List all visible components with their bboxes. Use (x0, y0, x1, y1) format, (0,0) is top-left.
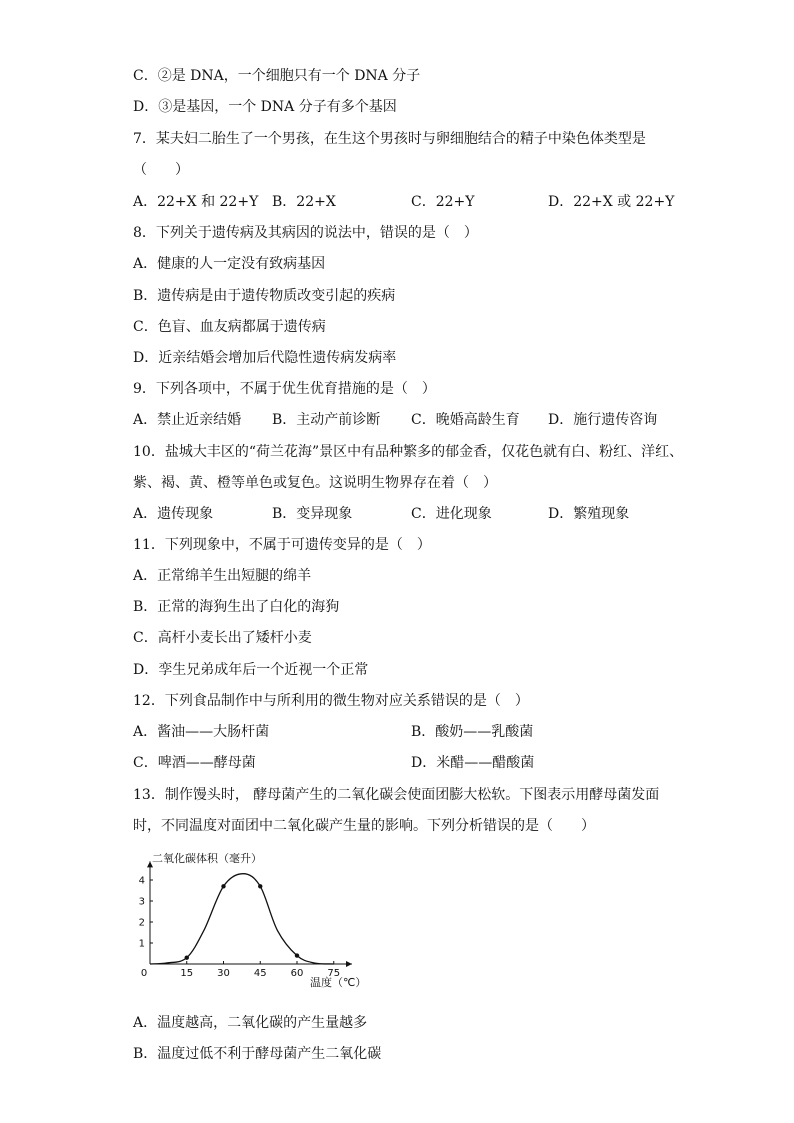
q10-stem: 10．盐城大丰区的“荷兰花海”景区中有品种繁多的郁金香，仅花色就有白、粉红、洋红、 (133, 444, 684, 460)
q13-stem: 13．制作馒头时， 酵母菌产生的二氧化碳会使面团膨大松软。下图表示用酵母菌发面 (133, 787, 660, 803)
q7-option-a: A．22+X 和 22+Y (133, 194, 259, 210)
chart-line-series (150, 874, 334, 964)
y-tick-label: 1 (138, 938, 145, 950)
q12-option-d: D．米醋——醋酸菌 (411, 755, 535, 771)
y-tick-label: 4 (138, 875, 145, 887)
q9-stem: 9．下列各项中，不属于优生优育措施的是（ ） (133, 381, 436, 397)
q11-stem: 11．下列现象中，不属于可遗传变异的是（ ） (133, 537, 431, 553)
q8-option-c: C．色盲、血友病都属于遗传病 (133, 319, 326, 335)
q10-option-c: C．进化现象 (411, 506, 492, 522)
q12-option-c: C．啤酒——酵母菌 (133, 755, 256, 771)
q9-option-d: D．施行遗传咨询 (548, 412, 658, 428)
x-tick-label: 60 (290, 968, 304, 979)
q12-stem: 12．下列食品制作中与所利用的微生物对应关系错误的是（ ） (133, 693, 529, 709)
chart-data-point (221, 884, 225, 888)
q8-option-a: A．健康的人一定没有致病基因 (133, 256, 326, 272)
q9-option-a: A．禁止近亲结婚 (133, 412, 242, 428)
chart-axes (147, 861, 352, 967)
x-tick-label: 75 (327, 968, 341, 979)
q8-stem: 8．下列关于遗传病及其病因的说法中，错误的是（ ） (133, 225, 478, 241)
q10-option-a: A．遗传现象 (133, 506, 214, 522)
chart-data-point (185, 956, 189, 960)
x-axis-arrow (346, 961, 352, 967)
q11-option-d: D．孪生兄弟成年后一个近视一个正常 (133, 662, 369, 678)
q10-option-b: B．变异现象 (272, 506, 353, 522)
q11-option-b: B．正常的海狗生出了白化的海狗 (133, 599, 340, 615)
q13-option-b: B．温度过低不利于酵母菌产生二氧化碳 (133, 1046, 382, 1062)
chart-y-axis-label: 二氧化碳体积（毫升） (152, 852, 262, 865)
chart-data-point (295, 953, 299, 957)
q10-stem-2: 紫、褐、黄、橙等单色或复色。这说明生物界存在着（ ） (133, 475, 497, 491)
x-tick-label: 30 (217, 968, 230, 979)
y-tick-label: 3 (138, 896, 145, 908)
q11-option-a: A．正常绵羊生出短腿的绵羊 (133, 568, 312, 584)
q10-option-d: D．繁殖现象 (548, 506, 630, 522)
q13-stem-2: 时，不同温度对面团中二氧化碳产生量的影响。下列分析错误的是（ ） (133, 818, 595, 834)
chart-points (185, 884, 300, 960)
q9-option-c: C．晚婚高龄生育 (411, 412, 520, 428)
chart-ticks (139, 876, 340, 980)
q7-option-d: D．22+X 或 22+Y (548, 194, 675, 210)
q6-option-c: C．②是 DNA，一个细胞只有一个 DNA 分子 (133, 68, 421, 84)
q12-option-a: A．酱油——大肠杆菌 (133, 724, 270, 740)
x-tick-label: 45 (253, 968, 267, 979)
q6-option-d: D．③是基因，一个 DNA 分子有多个基因 (133, 99, 397, 115)
q7-option-b: B．22+X (272, 194, 336, 210)
y-tick-label: 2 (138, 917, 145, 929)
chart-data-point (258, 884, 262, 888)
x-tick-label: 0 (140, 968, 148, 979)
q12-option-b: B．酸奶——乳酸菌 (411, 724, 534, 740)
co2-temperature-chart (130, 848, 370, 998)
x-tick-label: 15 (180, 968, 194, 979)
chart-x-axis-label: 温度（℃） (310, 976, 367, 989)
q9-option-b: B．主动产前诊断 (272, 412, 381, 428)
q7-stem: 7．某夫妇二胎生了一个男孩，在生这个男孩时与卵细胞结合的精子中染色体类型是 (133, 131, 646, 147)
q7-bracket: （ ） (133, 162, 189, 178)
q8-option-b: B．遗传病是由于遗传物质改变引起的疾病 (133, 288, 396, 304)
q13-option-a: A．温度越高，二氧化碳的产生量越多 (133, 1015, 368, 1031)
q7-option-c: C．22+Y (411, 194, 475, 210)
q11-option-c: C．高杆小麦长出了矮杆小麦 (133, 630, 312, 646)
q8-option-d: D．近亲结婚会增加后代隐性遗传病发病率 (133, 350, 397, 366)
